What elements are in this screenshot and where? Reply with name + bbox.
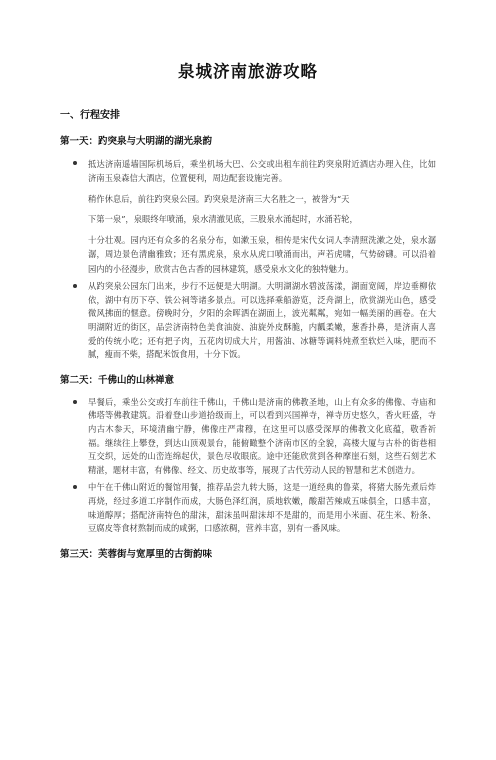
day3-heading: 第三天：芙蓉街与宽厚里的古街韵味 bbox=[60, 548, 213, 560]
paragraph: 抵达济南遥墙国际机场后，乘坐机场大巴、公交或出租车前往趵突泉附近酒店办理入住，比如济南玉泉森信大酒店，位置便利，周边配套设施完善。 bbox=[88, 159, 436, 184]
section-heading-itinerary: 一、行程安排 bbox=[60, 110, 120, 121]
day1-list-2 bbox=[60, 280, 436, 362]
paragraph: 中午在千佛山附近的餐馆用餐，推荐品尝九转大肠，这是一道经典的鲁菜，将猪大肠先煮后炸再烧，经过多道工序制作而成，大肠色泽红润，质地软嫩，酸甜苦辣咸五味俱全，口感丰富，味道醇厚；搭配济南特色的甜沫，甜沫虽叫甜沫却不是甜的，而是用小米面、花生米、粉条、豆腐皮等食材熬制而成的咸粥，口感浓稠，营养丰富，别有一番风味。 bbox=[88, 482, 436, 534]
day1-continuation bbox=[88, 189, 436, 277]
day2-list bbox=[60, 396, 436, 536]
paragraph: 早餐后，乘坐公交或打车前往千佛山，千佛山是济南的佛教圣地，山上有众多的佛像、寺庙和佛塔等佛教建筑。沿着登山步道拾级而上，可以看到兴国禅寺，禅寺历史悠久，香火旺盛，寺内古木参天，环境清幽宁静，佛像庄严肃穆，在这里可以感受深厚的佛教文化底蕴，敬香祈福。继续往上攀登，到达山顶观景台，能俯瞰整个济南市区的全貌，高楼大厦与古朴的街巷相互交织，远处的山峦连绵起伏，景色尽收眼底。途中还能欣赏到各种摩崖石刻，这些石刻艺术精湛，题材丰富，有佛像、经文、历史故事等，展现了古代劳动人民的智慧和艺术创造力。 bbox=[88, 396, 436, 475]
list-item bbox=[60, 280, 436, 362]
list-item bbox=[60, 396, 436, 478]
paragraph-line: 下第一泉”，泉眼终年喷涌，泉水清澈见底，三股泉水涌起时，水涌若轮， bbox=[88, 214, 358, 225]
list-item bbox=[60, 481, 436, 535]
document-page bbox=[0, 58, 496, 760]
paragraph: 从趵突泉公园东门出来，步行不远便是大明湖。大明湖湖水碧波荡漾，湖面宽阔，岸边垂柳依依，湖中有历下亭、铁公祠等诸多景点。可以选择乘船游览，泛舟湖上，欣赏湖光山色，感受微风拂面的惬意。傍晚时分，夕阳的余晖洒在湖面上，波光粼粼，宛如一幅美丽的画卷。在大明湖附近的街区，品尝济南特色美食油旋、油旋外皮酥脆，内瓤柔嫩，葱香扑鼻，是济南人喜爱的传统小吃；还有把子肉，五花肉切成大片，用酱油、冰糖等调料炖煮至软烂入味，肥而不腻，瘦而不柴，搭配米饭食用，十分下饭。 bbox=[88, 281, 436, 360]
day1-list bbox=[60, 157, 436, 186]
bullet-icon bbox=[73, 284, 77, 288]
day2-heading: 第二天：千佛山的山林禅意 bbox=[60, 374, 175, 386]
list-item bbox=[60, 157, 436, 186]
bullet-icon bbox=[73, 161, 77, 165]
day1-heading: 第一天：趵突泉与大明湖的湖光泉韵 bbox=[60, 136, 213, 147]
paragraph-line: 稍作休息后，前往趵突泉公园。趵突泉是济南三大名胜之一，被誉为“天 bbox=[88, 193, 350, 204]
paragraph: 十分壮观。园内还有众多的名泉分布，如漱玉泉，相传是宋代女词人李清照洗漱之处，泉水潺潺，周边景色清幽雅致；还有黑虎泉，泉水从虎口喷涌而出，声若虎啸，气势磅礴。可以沿着园内的小径漫步，欣赏古色古香的园林建筑，感受泉水文化的独特魅力。 bbox=[88, 234, 436, 274]
bullet-icon bbox=[73, 400, 77, 404]
document-title: 泉城济南旅游攻略 bbox=[178, 62, 318, 81]
bullet-icon bbox=[73, 485, 77, 489]
